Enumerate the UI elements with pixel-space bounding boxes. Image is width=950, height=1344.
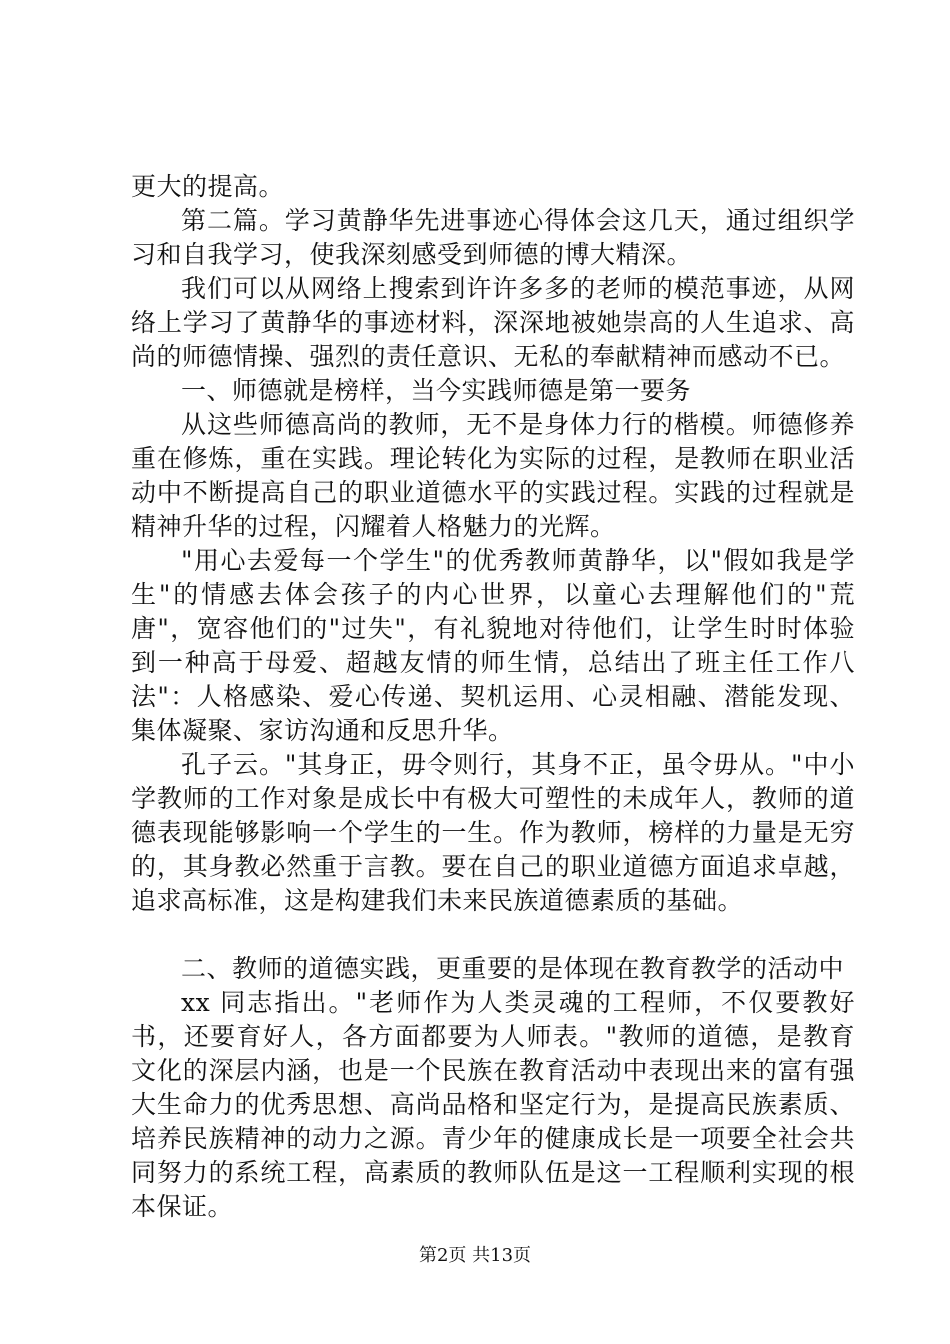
paragraph-continuation: 更大的提高。	[131, 172, 285, 201]
section-heading-2: 二、教师的道德实践，更重要的是体现在教育教学的活动中	[181, 954, 845, 983]
paragraph: 我们可以从网络上搜索到许许多多的老师的模范事迹，从网络上学习了黄静华的事迹材料，深深地被她崇高的人生追求、高尚的师德情操、强烈的责任意识、无私的奉献精神而感动不已。	[131, 274, 855, 371]
paragraph: 孔子云。"其身正，毋令则行，其身不正，虽令毋从。"中小学教师的工作对象是成长中有极大可塑性的未成年人，教师的道德表现能够影响一个学生的一生。作为教师，榜样的力量是无穷的，其身教必然重于言教。要在自己的职业道德方面追求卓越，追求高标准，这是构建我们未来民族道德素质的基础。	[131, 750, 855, 915]
paragraph: "用心去爱每一个学生"的优秀教师黄静华，以"假如我是学生"的情感去体会孩子的内心世界，以童心去理解他们的"荒唐"，宽容他们的"过失"，有礼貌地对待他们，让学生时时体验到一种高于母爱、超越友情的师生情，总结出了班主任工作八法"：人格感染、爱心传递、契机运用、心灵相融、潜能发现、集体凝聚、家访沟通和反思升华。	[131, 546, 855, 745]
page-number-footer: 第2页 共13页	[418, 1245, 532, 1266]
document-body	[131, 170, 855, 1224]
paragraph-intro: 第二篇。学习黄静华先进事迹心得体会这几天，通过组织学习和自我学习，使我深刻感受到师德的博大精深。	[131, 206, 855, 269]
paragraph: 从这些师德高尚的教师，无不是身体力行的楷模。师德修养重在修炼，重在实践。理论转化为实际的过程，是教师在职业活动中不断提高自己的职业道德水平的实践过程。实践的过程就是精神升华的过程，闪耀着人格魅力的光辉。	[131, 410, 855, 541]
paragraph: xx 同志指出。"老师作为人类灵魂的工程师，不仅要教好书，还要育好人，各方面都要为人师表。"教师的道德，是教育文化的深层内涵，也是一个民族在教育活动中表现出来的富有强大生命力的优秀思想、高尚品格和坚定行为，是提高民族素质、培养民族精神的动力之源。青少年的健康成长是一项要全社会共同努力的系统工程，高素质的教师队伍是这一工程顺利实现的根本保证。	[131, 988, 855, 1221]
section-heading-1: 一、师德就是榜样，当今实践师德是第一要务	[181, 376, 692, 405]
